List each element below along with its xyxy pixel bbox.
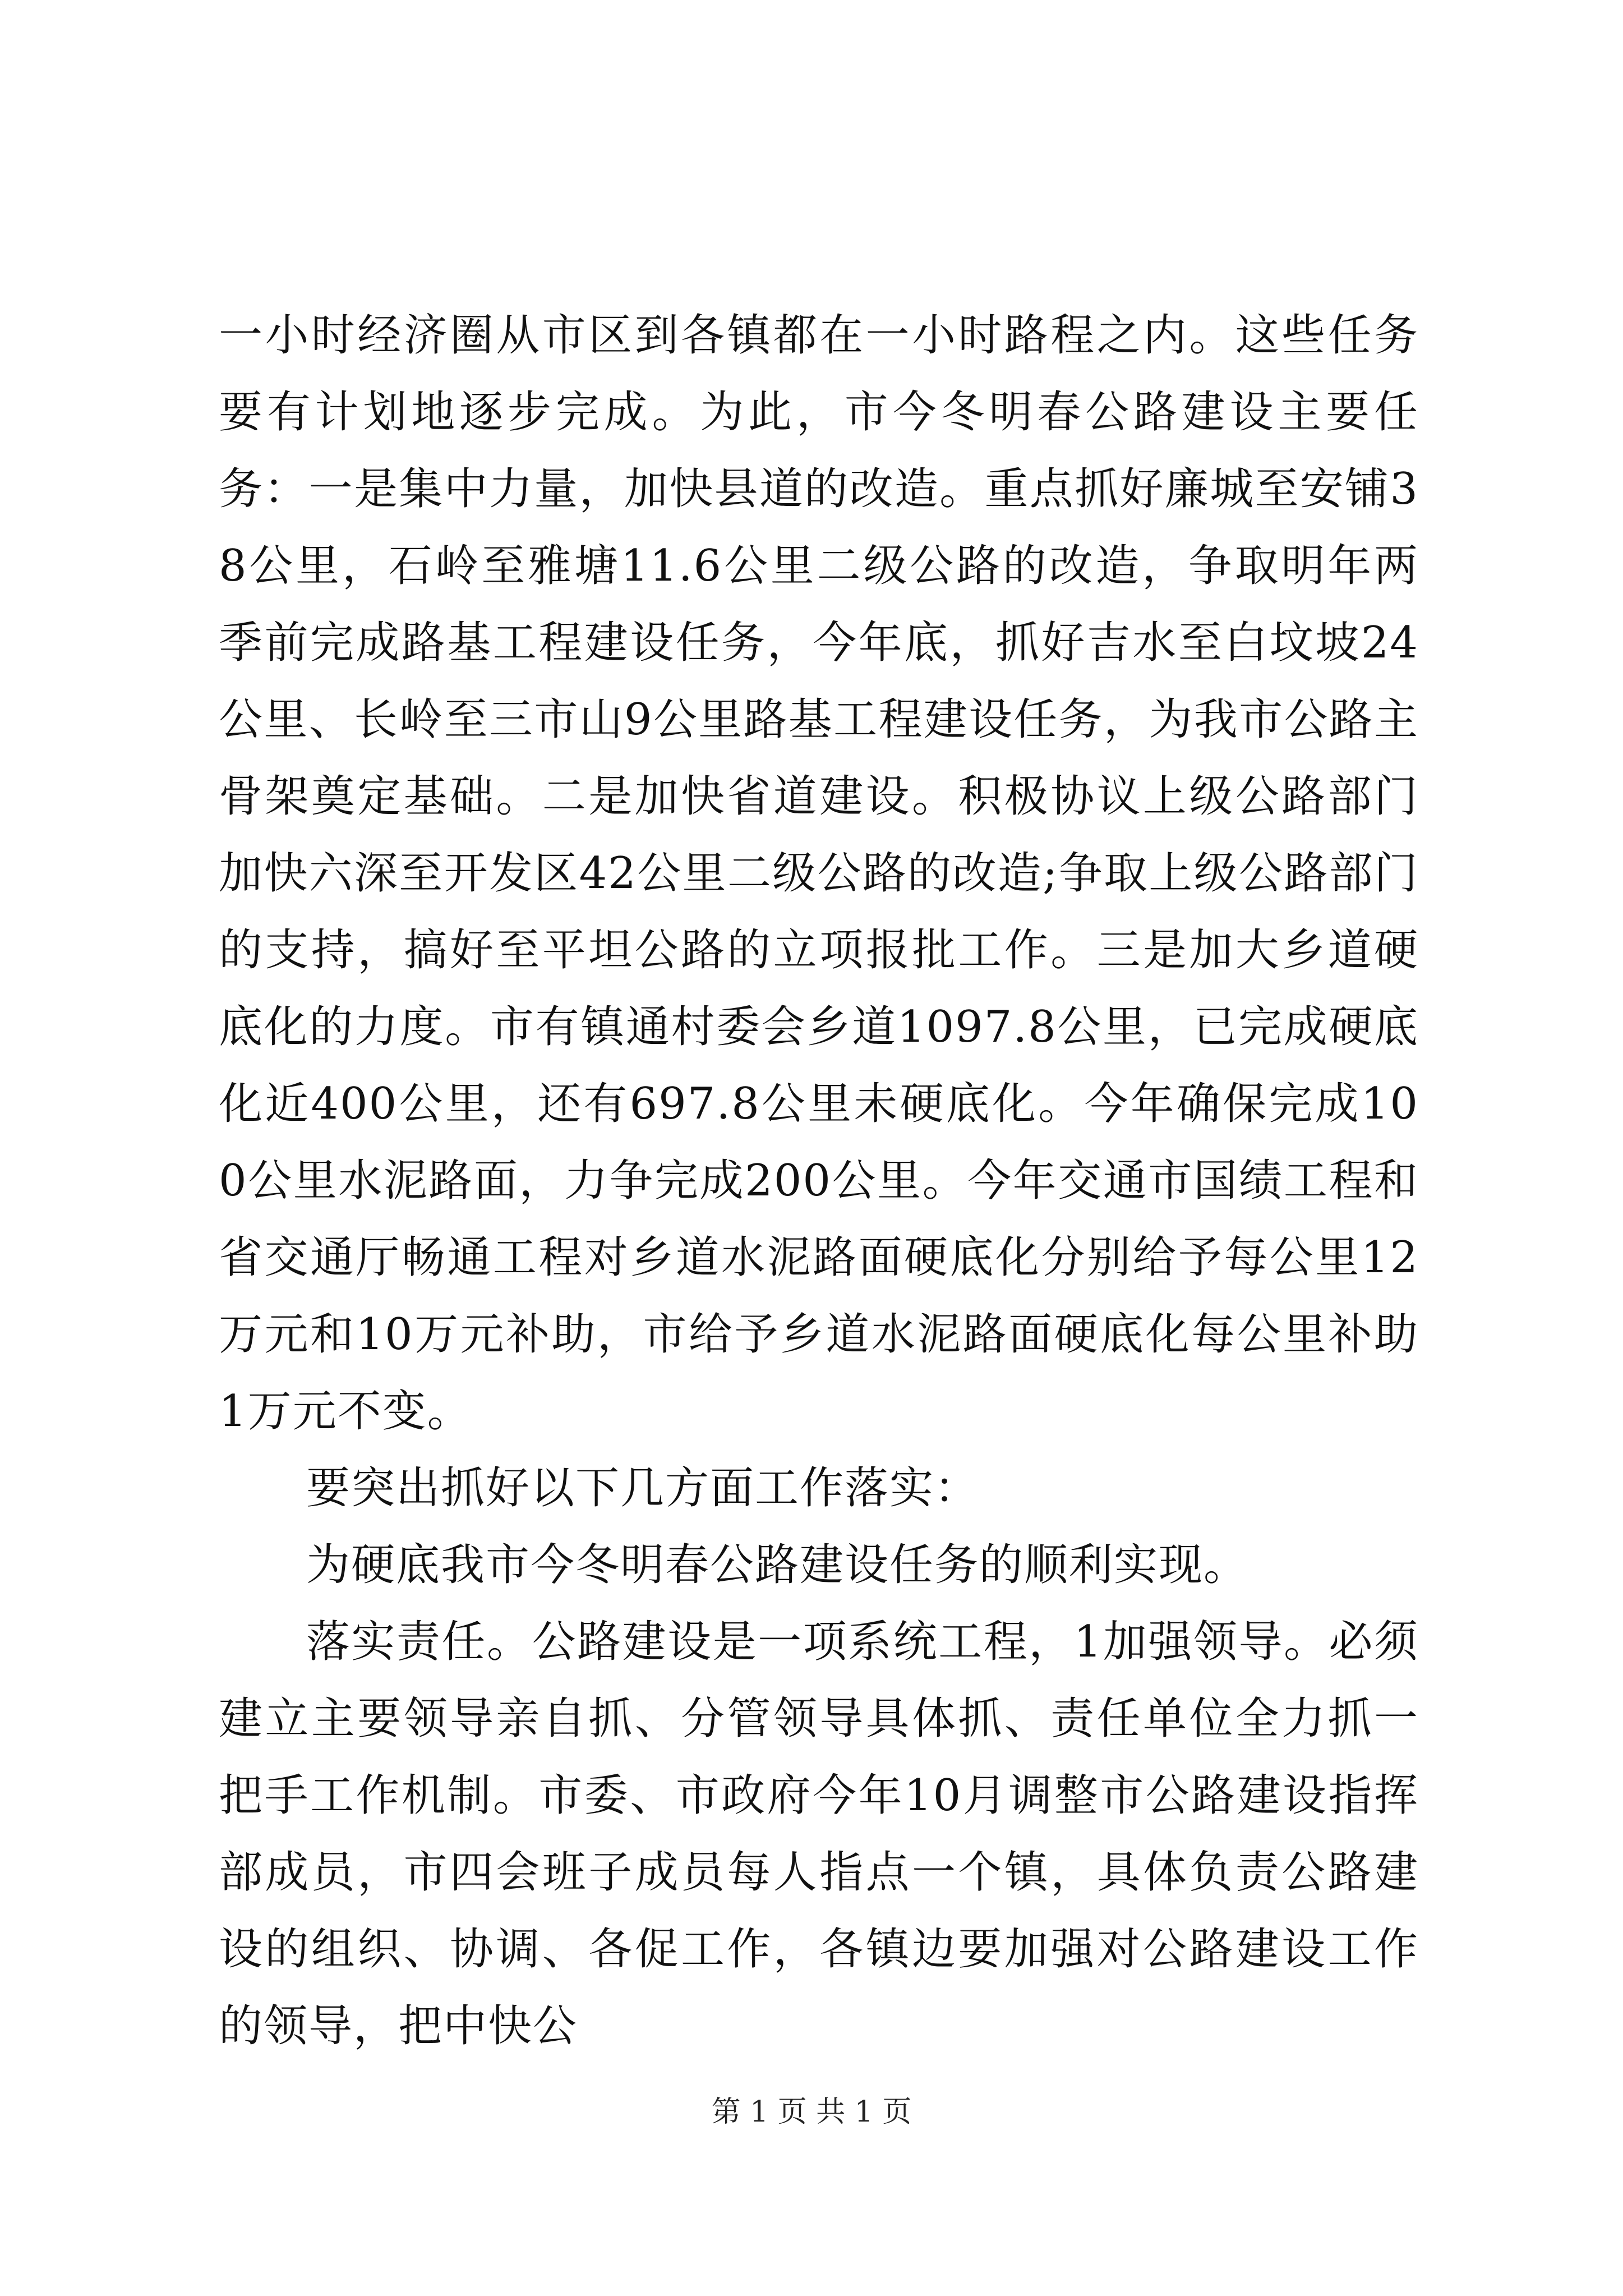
paragraph-3: 为硬底我市今冬明春公路建设任务的顺利实现。 (306, 1540, 1249, 1590)
paragraph-4: 落实责任。公路建设是一项系统工程，1加强领导。必须建立主要领导亲自抓、分管领导具体抓、责任单位全力抓一把手工作机制。市委、市政府今年10月调整市公路建设指挥部成员，市四会班子成员每人指点一个镇，具体负责公路建设的组织、协调、各促工作，各镇边要加强对公路建设工作的领导，把中快公 (219, 1617, 1419, 2051)
paragraph-1: 一小时经济圈从市区到各镇都在一小时路程之内。这些任务要有计划地逐步完成。为此，市今冬明春公路建设主要任务：一是集中力量，加快县道的改造。重点抓好廉城至安铺38公里，石岭至雅塘11.6公里二级公路的改造，争取明年两季前完成路基工程建设任务，今年底，抓好吉水至白坟坡24公里、长岭至三市山9公里路基工程建设任务，为我市公路主骨架奠定基础。二是加快省道建设。积极协议上级公路部门加快六深至开发区42公里二级公路的改造;争取上级公路部门的支持，搞好至平坦公路的立项报批工作。三是加大乡道硬底化的力度。市有镇通村委会乡道1097.8公里，已完成硬底化近400公里，还有697.8公里未硬底化。今年确保完成100公里水泥路面，力争完成200公里。今年交通市国绩工程和省交通厅畅通工程对乡道水泥路面硬底化分别给予每公里12万元和10万元补助，市给予乡道水泥路面硬底化每公里补助1万元不变。 (219, 310, 1419, 1437)
page-footer: 第 1 页 共 1 页 (711, 2095, 912, 2129)
paragraph-2: 要突出抓好以下几方面工作落实： (306, 1463, 980, 1513)
document-body (219, 297, 1419, 2065)
